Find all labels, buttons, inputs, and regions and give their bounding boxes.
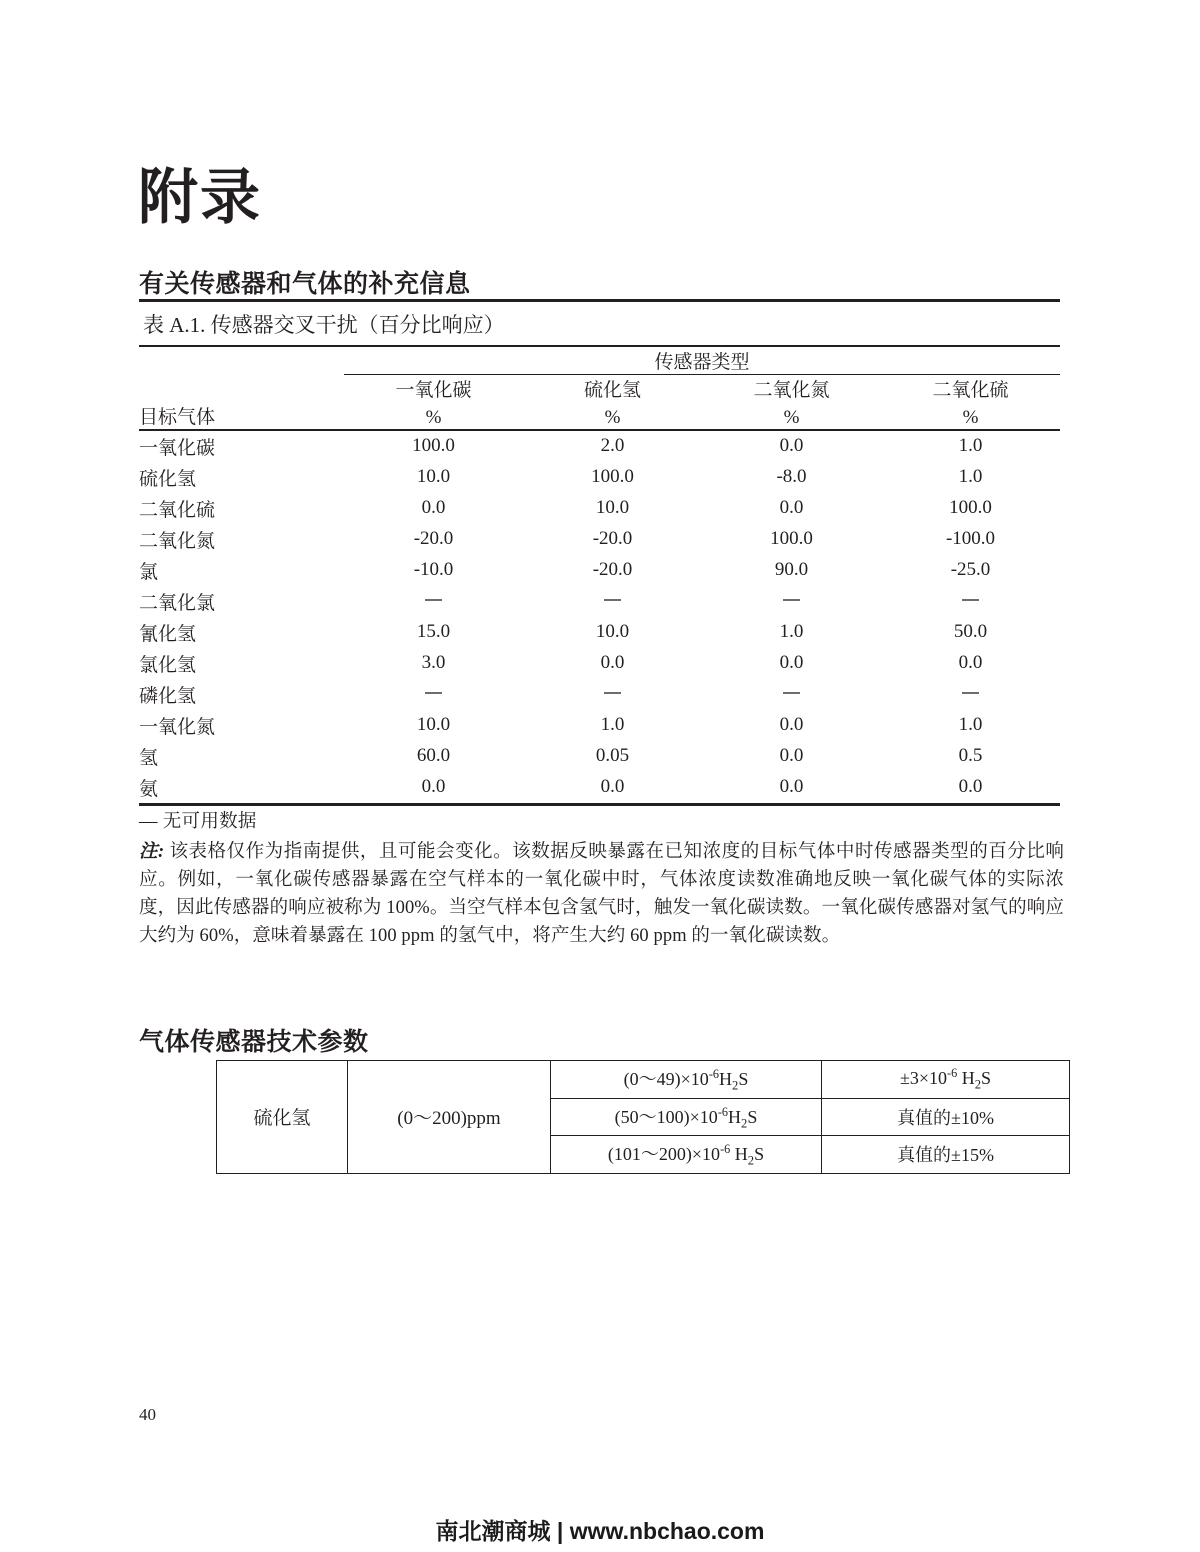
cell-no2: 0.0 [779, 745, 804, 767]
cell-so2: 0.5 [958, 745, 983, 767]
cell-so2: 1.0 [958, 466, 983, 488]
cell-so2: 1.0 [958, 435, 983, 457]
cell-co: 3.0 [421, 652, 446, 674]
row-label-gas: 二氧化氮 [139, 530, 216, 552]
table-row [139, 679, 1060, 710]
cell-h2s: 0.0 [600, 652, 625, 674]
cell-h2s: -20.0 [592, 559, 633, 581]
stub-spacer [139, 375, 344, 402]
no-data-dash-icon [962, 692, 979, 694]
cell-no2: 1.0 [779, 621, 804, 643]
spec-concentration-1: (0〜$49)\times 10^{-6}H_2S$ [551, 1061, 822, 1099]
cell-h2s: -20.0 [592, 528, 633, 550]
spec-gas-name: 硫化氢 [217, 1061, 348, 1174]
cell-co: 100.0 [412, 435, 455, 457]
column-header-co: 一氧化碳 [395, 380, 472, 402]
stub-header-target-gas: 目标气体 [139, 407, 216, 429]
cell-no2 [702, 679, 881, 710]
no-data-dash-icon [425, 692, 442, 694]
table-row [139, 586, 1060, 617]
cell-co: -20.0 [413, 528, 454, 550]
spec-table-wrapper [216, 1060, 1070, 1174]
cell-h2s: 100.0 [591, 466, 634, 488]
table-a1-wrapper [139, 299, 1060, 806]
table-a1-body [139, 431, 1060, 803]
no-data-dash-icon [425, 599, 442, 601]
cell-co: -10.0 [413, 559, 454, 581]
group-header-row [139, 347, 1060, 374]
row-label-gas: 一氧化氮 [139, 716, 216, 738]
cell-no2: 0.0 [779, 497, 804, 519]
cell-co: 10.0 [416, 466, 451, 488]
spec-table [216, 1060, 1070, 1174]
table-row [139, 617, 1060, 648]
spec-tolerance-1: $\pm 3\times 10^{-6}$ $H_2S$ [822, 1061, 1070, 1099]
cell-so2: -25.0 [950, 559, 991, 581]
column-unit-no2: % [783, 407, 800, 429]
cell-co: 0.0 [421, 776, 446, 798]
column-unit-co: % [425, 407, 442, 429]
column-name-row [139, 375, 1060, 402]
spec-row-1 [217, 1061, 1070, 1099]
cell-co [344, 679, 523, 710]
cell-no2 [702, 586, 881, 617]
table-row [139, 555, 1060, 586]
cell-so2: -100.0 [945, 528, 996, 550]
cell-h2s [523, 586, 702, 617]
cell-so2: 50.0 [953, 621, 988, 643]
note-paragraph [139, 838, 1064, 950]
column-header-h2s: 硫化氢 [583, 380, 641, 402]
cell-co: 15.0 [416, 621, 451, 643]
note-text: 该表格仅作为指南提供，且可能会变化。该数据反映暴露在已知浓度的目标气体中时传感器类型的百分比响应。例如，一氧化碳传感器暴露在空气样本的一氧化碳中时，气体浓度读数准确地反映一氧化碳气体的实际浓度，因此传感器的响应被称为 100%。当空气样本包含氢气时，触发一氧化碳读数。一氧化碳传感器对氢气的响应大约为 60%，意味着暴露在 100 ppm 的氢气中，将产生大约 60 ppm 的一氧化碳读数。 [139, 842, 1064, 947]
spec-tolerance-2: 真值的±10% [822, 1098, 1070, 1136]
row-label-gas: 一氧化碳 [139, 437, 216, 459]
cell-h2s: 0.0 [600, 776, 625, 798]
table-bottom-rule [139, 803, 1060, 806]
column-unit-h2s: % [604, 407, 621, 429]
table-row [139, 741, 1060, 772]
cell-h2s: 10.0 [595, 621, 630, 643]
note-label: 注: [139, 842, 165, 862]
table-row [139, 710, 1060, 741]
table-row [139, 462, 1060, 493]
table-row [139, 648, 1060, 679]
section-heading-sensor-info: 有关传感器和气体的补充信息 [139, 269, 471, 298]
cell-no2: 0.0 [779, 435, 804, 457]
cell-h2s: 1.0 [600, 714, 625, 736]
no-data-dash-icon [962, 599, 979, 601]
spec-concentration-3: (101〜$200)\times 10^{-6}$ $H_2S$ [551, 1136, 822, 1174]
no-data-dash-icon [783, 692, 800, 694]
cell-no2: 90.0 [774, 559, 809, 581]
column-unit-so2: % [962, 407, 979, 429]
row-label-gas: 氯 [139, 561, 159, 583]
column-header-so2: 二氧化硫 [932, 380, 1009, 402]
cell-co: 10.0 [416, 714, 451, 736]
cell-so2 [881, 679, 1060, 710]
no-data-dash-icon [604, 599, 621, 601]
cell-co: 60.0 [416, 745, 451, 767]
table-a1 [139, 347, 1060, 803]
row-label-gas: 磷化氢 [139, 685, 197, 707]
table-row [139, 524, 1060, 555]
no-data-dash-icon [604, 692, 621, 694]
spec-concentration-2: (50〜$100)\times 10^{-6}H_2S$ [551, 1098, 822, 1136]
page-number: 40 [139, 1405, 156, 1424]
cell-so2: 1.0 [958, 714, 983, 736]
page-title: 附录 [138, 164, 262, 232]
row-label-gas: 二氧化硫 [139, 499, 216, 521]
row-label-gas: 硫化氢 [139, 468, 197, 490]
cell-no2: 0.0 [779, 776, 804, 798]
cell-so2: 0.0 [958, 652, 983, 674]
no-data-dash-icon [783, 599, 800, 601]
row-label-gas: 氰化氢 [139, 623, 197, 645]
table-a1-notes [139, 807, 1064, 950]
group-header-spacer [139, 347, 344, 374]
row-label-gas: 二氧化氯 [139, 592, 216, 614]
table-a1-head [139, 347, 1060, 431]
cell-no2: -8.0 [776, 466, 807, 488]
column-header-no2: 二氧化氮 [753, 380, 830, 402]
cell-co [344, 586, 523, 617]
section-heading-gas-sensor-spec: 气体传感器技术参数 [139, 1027, 369, 1056]
column-unit-row [139, 402, 1060, 429]
site-footer: 南北潮商城 | www.nbchao.com [435, 1518, 765, 1544]
cell-co: 0.0 [421, 497, 446, 519]
table-a1-caption: 表 A.1. 传感器交叉干扰（百分比响应） [143, 313, 505, 337]
cell-no2: 0.0 [779, 714, 804, 736]
spec-measuring-range: (0〜200)ppm [348, 1061, 551, 1174]
spec-tolerance-3: 真值的±15% [822, 1136, 1070, 1174]
table-row [139, 493, 1060, 524]
row-label-gas: 氨 [139, 778, 159, 800]
group-header-sensor-type: 传感器类型 [654, 351, 750, 373]
row-label-gas: 氯化氢 [139, 654, 197, 676]
cell-h2s: 2.0 [600, 435, 625, 457]
cell-so2: 100.0 [949, 497, 992, 519]
row-label-gas: 氢 [139, 747, 159, 769]
cell-no2: 0.0 [779, 652, 804, 674]
cell-so2 [881, 586, 1060, 617]
cell-h2s: 0.05 [595, 745, 630, 767]
table-row [139, 772, 1060, 803]
table-row [139, 431, 1060, 462]
cell-h2s: 10.0 [595, 497, 630, 519]
spec-table-body [217, 1061, 1070, 1174]
cell-no2: 100.0 [770, 528, 813, 550]
cell-so2: 0.0 [958, 776, 983, 798]
legend-no-data: — 无可用数据 [139, 812, 257, 832]
cell-h2s [523, 679, 702, 710]
